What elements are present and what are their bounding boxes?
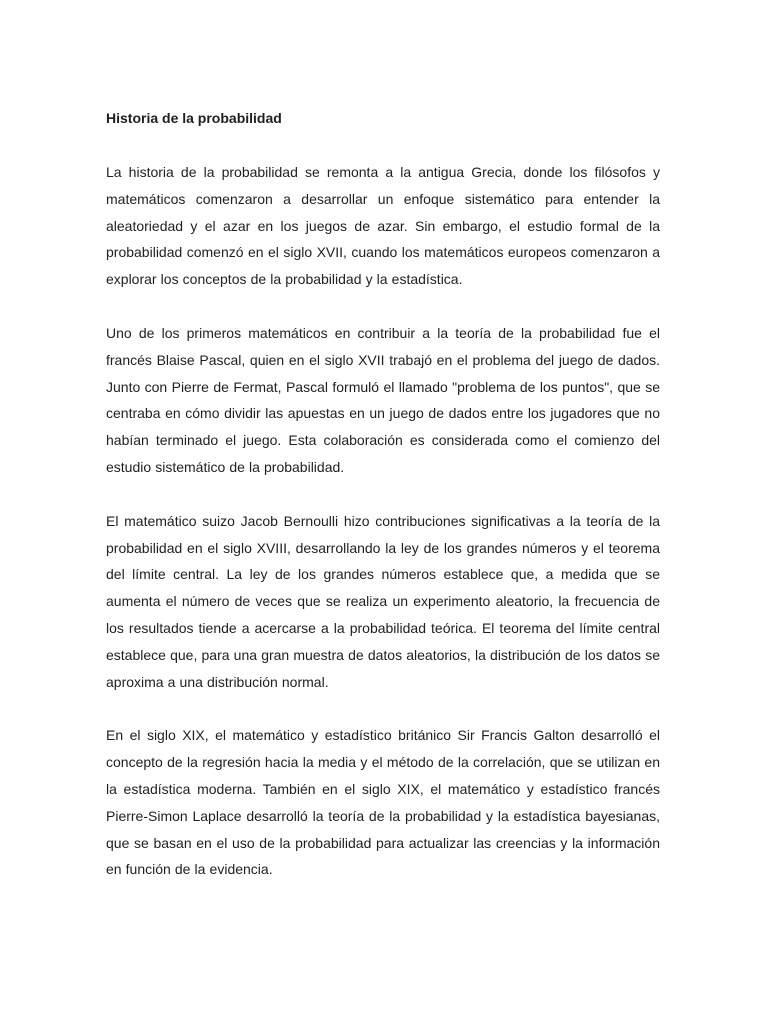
- paragraph-bernoulli: El matemático suizo Jacob Bernoulli hizo contribuciones significativas a la teoría de la probabilidad en el siglo XVIII, desarrollando la ley de los grandes números y el teorema del límite central. La ley de los grandes números establece que, a medida que se aumenta el número de veces que se realiza un experimento aleatorio, la frecuencia de los resultados tiende a acercarse a la probabilidad teórica. El teorema del límite central establece que, para una gran muestra de datos aleatorios, la distribución de los datos se aproxima a una distribución normal.: [106, 512, 660, 690]
- paragraph-galton-laplace: En el siglo XIX, el matemático y estadístico británico Sir Francis Galton desarrolló el concepto de la regresión hacia la media y el método de la correlación, que se utilizan en la estadística moderna. También en el siglo XIX, el matemático y estadístico francés Pierre-Simon Laplace desarrolló la teoría de la probabilidad y la estadística bayesianas, que se basan en el uso de la probabilidad para actualizar las creencias y la información en función de la evidencia.: [106, 727, 660, 878]
- document-page: [106, 108, 660, 883]
- paragraph-greek-origins: La historia de la probabilidad se remonta a la antigua Grecia, donde los filósofos y matemáticos comenzaron a desarrollar un enfoque sistemático para entender la aleatoriedad y el azar en los juegos de azar. Sin embargo, el estudio formal de la probabilidad comenzó en el siglo XVII, cuando los matemáticos europeos comenzaron a explorar los conceptos de la probabilidad y la estadística.: [106, 164, 660, 288]
- document-title: Historia de la probabilidad: [106, 110, 282, 126]
- paragraph-pascal-fermat: Uno de los primeros matemáticos en contribuir a la teoría de la probabilidad fue el francés Blaise Pascal, quien en el siglo XVII trabajó en el problema del juego de dados. Junto con Pierre de Fermat, Pascal formuló el llamado "problema de los puntos", que se centraba en cómo dividir las apuestas en un juego de dados entre los jugadores que no habían terminado el juego. Esta colaboración es considerada como el comienzo del estudio sistemático de la probabilidad.: [106, 324, 660, 475]
